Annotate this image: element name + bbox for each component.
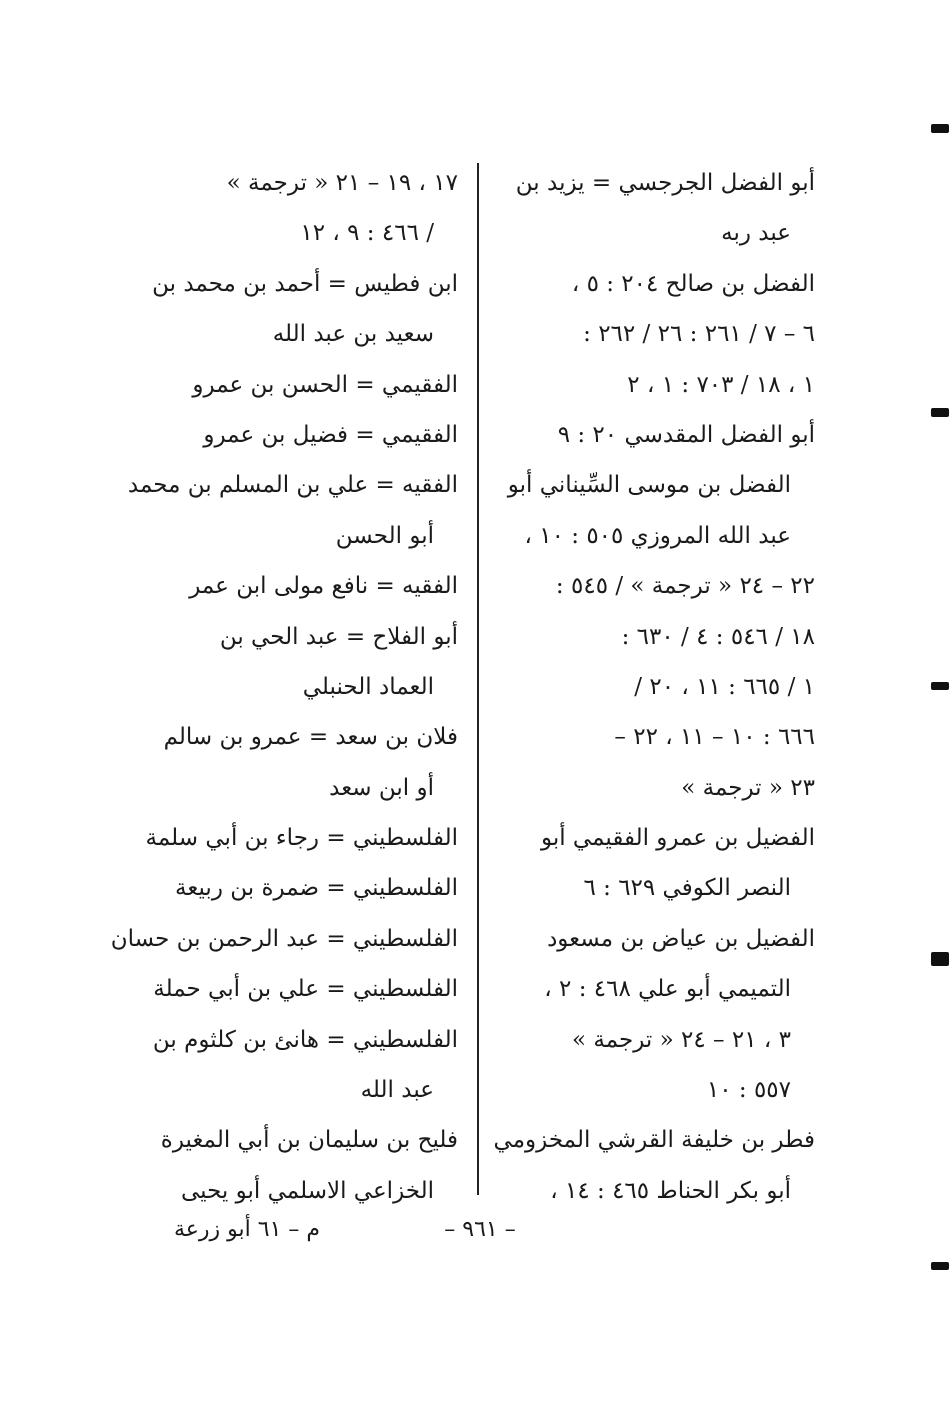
index-entry-line: ٢٣ « ترجمة »: [681, 774, 815, 801]
edge-mark: [931, 408, 949, 417]
page-number: – ٩٦١ –: [444, 1217, 516, 1242]
signature-mark: م – ٦١ أبو زرعة: [173, 1217, 320, 1242]
index-entry-line: الخزاعي الاسلمي أبو يحيى: [180, 1177, 434, 1204]
index-entry-line: أبو الفضل الجرجسي = يزيد بن: [515, 170, 815, 196]
index-entry-line: ١٧ ، ١٩ – ٢١ « ترجمة »: [226, 170, 458, 196]
index-entry-line: ١٨ / ٥٤٦ : ٤ / ٦٣٠ :: [621, 623, 815, 650]
index-entry-line: ١ / ٦٦٥ : ١١ ، ٢٠ /: [634, 673, 815, 700]
index-entry-line: الفضيل بن عياض بن مسعود: [547, 925, 815, 952]
index-entry-line: الفلسطيني = رجاء بن أبي سلمة: [145, 825, 458, 852]
index-entry-line: فليح بن سليمان بن أبي المغيرة: [160, 1127, 458, 1154]
index-entry-line: ٦ – ٧ / ٢٦١ : ٢٦ / ٢٦٢ :: [583, 321, 815, 348]
index-entry-line: الفقيه = علي بن المسلم بن محمد: [127, 472, 458, 499]
index-entry-line: أبو الحسن: [335, 522, 434, 549]
index-entry-line: فطر بن خليفة القرشي المخزومي: [493, 1127, 815, 1154]
index-entry-line: النصر الكوفي ٦٢٩ : ٦: [583, 875, 791, 902]
index-entry-line: الفقيه = نافع مولى ابن عمر: [189, 573, 458, 600]
index-entry-line: ابن فطيس = أحمد بن محمد بن: [152, 270, 458, 297]
index-entry-line: ٣ ، ٢١ – ٢٤ « ترجمة »: [572, 1026, 791, 1053]
index-entry-line: أو ابن سعد: [329, 774, 434, 801]
index-entry-line: عبد الله: [360, 1077, 434, 1104]
index-entry-line: أبو الفلاح = عبد الحي بن: [219, 623, 458, 650]
index-entry-line: ١ ، ١٨ / ٧٠٣ : ١ ، ٢: [627, 371, 815, 398]
index-entry-line: سعيد بن عبد الله: [272, 321, 434, 348]
index-entry-line: الفلسطيني = عبد الرحمن بن حسان: [110, 925, 458, 952]
index-entry-line: عبد ربه: [721, 220, 791, 247]
index-entry-line: الفقيمي = الحسن بن عمرو: [192, 371, 458, 398]
edge-mark: [931, 124, 949, 133]
left-column: [110, 158, 458, 1216]
edge-mark: [931, 682, 949, 690]
index-entry-line: ٢٢ – ٢٤ « ترجمة » / ٥٤٥ :: [555, 573, 815, 600]
index-entry-line: أبو بكر الحناط ٤٦٥ : ١٤ ،: [550, 1177, 791, 1204]
index-entry-line: الفضل بن موسى السِّيناني أبو: [507, 472, 791, 499]
index-entry-line: الفضل بن صالح ٢٠٤ : ٥ ،: [571, 270, 815, 297]
edge-mark: [931, 1262, 949, 1270]
column-divider: [477, 163, 479, 1195]
index-entry-line: ٦٦٦ : ١٠ – ١١ ، ٢٢ –: [614, 724, 815, 751]
index-entry-line: الفلسطيني = هانئ بن كلثوم بن: [152, 1026, 458, 1053]
index-entry-line: الفلسطيني = علي بن أبي حملة: [153, 976, 458, 1003]
index-entry-line: ٥٥٧ : ١٠: [706, 1077, 791, 1104]
index-entry-line: أبو الفضل المقدسي ٢٠ : ٩: [557, 421, 815, 448]
index-entry-line: عبد الله المروزي ٥٠٥ : ١٠ ،: [524, 522, 791, 549]
index-entry-line: / ٤٦٦ : ٩ ، ١٢: [300, 220, 434, 247]
index-entry-line: التميمي أبو علي ٤٦٨ : ٢ ،: [544, 976, 791, 1003]
index-entry-line: الفلسطيني = ضمرة بن ربيعة: [175, 875, 458, 902]
index-entry-line: الفضيل بن عمرو الفقيمي أبو: [540, 825, 815, 852]
index-entry-line: الفقيمي = فضيل بن عمرو: [203, 421, 458, 448]
index-entry-line: فلان بن سعد = عمرو بن سالم: [163, 724, 458, 751]
right-column: [493, 158, 815, 1216]
index-entry-line: العماد الحنبلي: [302, 673, 434, 700]
edge-mark: [931, 952, 949, 966]
